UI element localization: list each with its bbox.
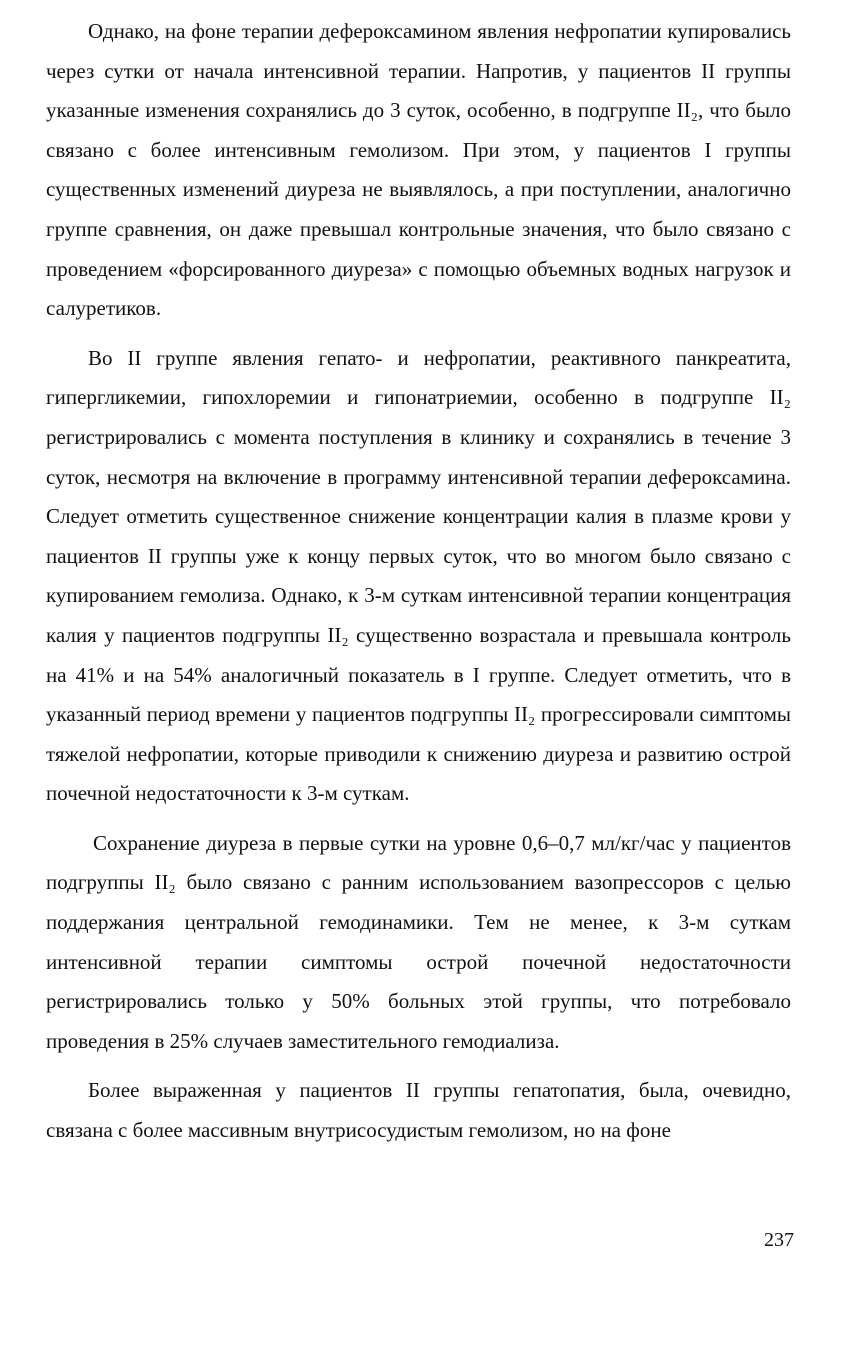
paragraph-3: Сохранение диуреза в первые сутки на уровне 0,6–0,7 мл/кг/час у пациентов подгруппы II₂ было связано с ранним использованием вазопрессоров с целью поддержания центральной гемодинамики. Тем не менее, к 3-м суткам интенсивной терапии симптомы острой почечной недостаточности регистрировались только у 50% больных этой группы, что потребовало проведения в 25% случаев заместительного гемодиализа. <box>46 830 791 1053</box>
page-number: 237 <box>764 1229 794 1251</box>
paragraph-4: Более выраженная у пациентов II группы гепатопатия, была, очевидно, связана с более массивным внутрисосудистым гемолизом, но на фоне <box>46 1078 791 1143</box>
document-body <box>46 12 791 1161</box>
paragraph-2: Во II группе явления гепато- и нефропатии, реактивного панкреатита, гипергликемии, гипохлоремии и гипонатриемии, особенно в подгруппе II₂ регистрировались с момента поступления в клинику и сохранялись в течение 3 суток, несмотря на включение в программу интенсивной терапии дефероксамина. Следует отметить существенное снижение концентрации калия в плазме крови у пациентов II группы уже к концу первых суток, что во многом было связано с купированием гемолиза. Однако, к 3-м суткам интенсивной терапии концентрация калия у пациентов подгруппы II₂ существенно возрастала и превышала контроль на 41% и на 54% аналогичный показатель в I группе. Следует отметить, что в указанный период времени у пациентов подгруппы II₂ прогрессировали симптомы тяжелой нефропатии, которые приводили к снижению диуреза и развитию острой почечной недостаточности к 3-м суткам. <box>46 345 791 806</box>
paragraph-1: Однако, на фоне терапии дефероксамином явления нефропатии купировались через сутки от начала интенсивной терапии. Напротив, у пациентов II группы указанные изменения сохранялись до 3 суток, особенно, в подгруппе II₂, что было связано с более интенсивным гемолизом. При этом, у пациентов I группы существенных изменений диуреза не выявлялось, а при поступлении, аналогично группе сравнения, он даже превышал контрольные значения, что было связано с проведением «форсированного диуреза» с помощью объемных водных нагрузок и салуретиков. <box>46 19 791 321</box>
